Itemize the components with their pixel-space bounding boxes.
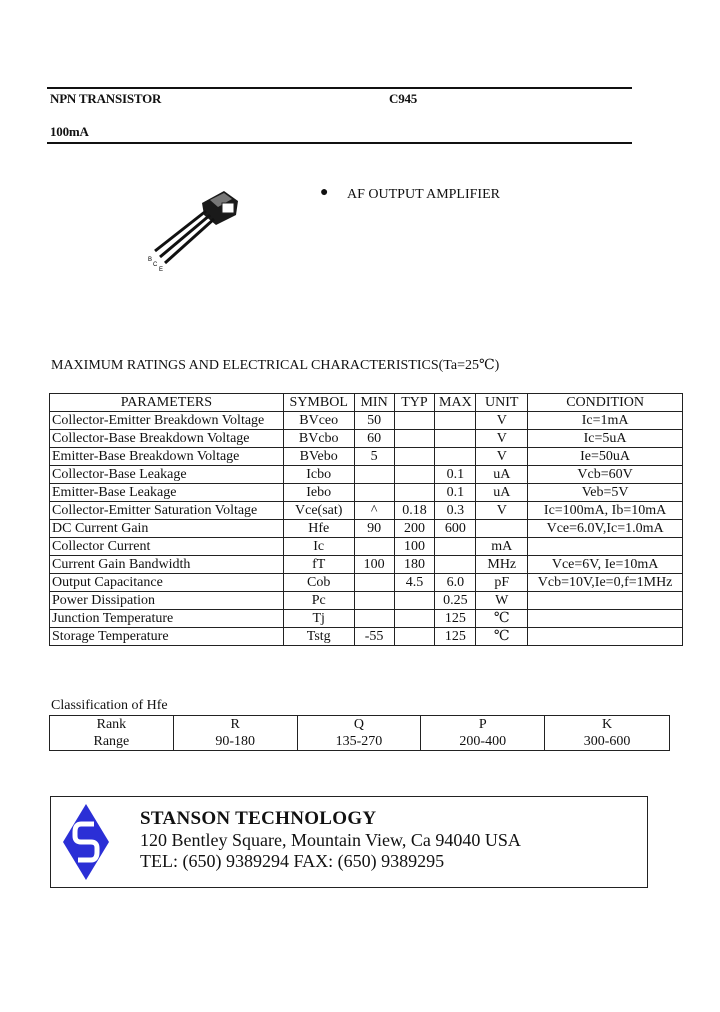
- cell-max: [435, 412, 476, 430]
- cell-parameter: Emitter-Base Leakage: [50, 484, 284, 502]
- cell-max: 0.1: [435, 484, 476, 502]
- cell-max: 125: [435, 628, 476, 646]
- rank-label: Rank: [50, 716, 174, 734]
- cell-unit: ℃: [476, 628, 528, 646]
- cell-max: 6.0: [435, 574, 476, 592]
- ratings-header-row: [50, 394, 683, 412]
- ratings-row: [50, 466, 683, 484]
- cell-max: [435, 448, 476, 466]
- col-header-min: MIN: [354, 394, 394, 412]
- transistor-body: [202, 191, 238, 225]
- cell-parameter: Emitter-Base Breakdown Voltage: [50, 448, 284, 466]
- col-header-typ: TYP: [394, 394, 435, 412]
- ratings-title-open-paren: (: [438, 358, 444, 373]
- cell-max: [435, 556, 476, 574]
- cell-symbol: Ic: [283, 538, 354, 556]
- col-header-unit: UNIT: [476, 394, 528, 412]
- cell-unit: V: [476, 502, 528, 520]
- cell-typ: 100: [394, 538, 435, 556]
- ratings-row: [50, 574, 683, 592]
- cell-parameter: Collector-Base Breakdown Voltage: [50, 430, 284, 448]
- cell-unit: V: [476, 448, 528, 466]
- cell-condition: Veb=5V: [528, 484, 683, 502]
- cell-symbol: Hfe: [283, 520, 354, 538]
- col-header-max: MAX: [435, 394, 476, 412]
- rank-cell: K: [545, 716, 670, 734]
- cell-min: [354, 466, 394, 484]
- cell-symbol: BVcbo: [283, 430, 354, 448]
- cell-typ: 200: [394, 520, 435, 538]
- cell-min: [354, 592, 394, 610]
- ratings-title-text: MAXIMUM RATINGS AND ELECTRICAL CHARACTERISTICS: [51, 358, 439, 373]
- cell-min: 100: [354, 556, 394, 574]
- pin-label-e: E: [159, 267, 164, 273]
- cell-unit: V: [476, 430, 528, 448]
- range-label: Range: [50, 733, 174, 751]
- transistor-type: NPN TRANSISTOR: [50, 91, 162, 106]
- cell-parameter: Current Gain Bandwidth: [50, 556, 284, 574]
- cell-symbol: BVebo: [283, 448, 354, 466]
- current-rating: 100mA: [50, 124, 89, 139]
- cell-max: 600: [435, 520, 476, 538]
- range-row: [50, 733, 670, 751]
- cell-condition: Vcb=60V: [528, 466, 683, 484]
- ratings-table: [49, 393, 683, 646]
- ratings-row: [50, 502, 683, 520]
- col-header-parameters: PARAMETERS: [50, 394, 284, 412]
- ratings-row: [50, 556, 683, 574]
- transistor-leads: [155, 211, 214, 263]
- range-cell: 300-600: [545, 733, 670, 751]
- cell-min: 60: [354, 430, 394, 448]
- cell-unit: MHz: [476, 556, 528, 574]
- cell-condition: Ic=5uA: [528, 430, 683, 448]
- cell-symbol: BVceo: [283, 412, 354, 430]
- cell-max: [435, 538, 476, 556]
- cell-min: [354, 484, 394, 502]
- ratings-row: [50, 448, 683, 466]
- cell-symbol: Tj: [283, 610, 354, 628]
- cell-typ: [394, 628, 435, 646]
- cell-parameter: Junction Temperature: [50, 610, 284, 628]
- cell-min: [354, 574, 394, 592]
- part-number: C945: [389, 91, 418, 106]
- col-header-symbol: SYMBOL: [283, 394, 354, 412]
- cell-max: 0.1: [435, 466, 476, 484]
- rank-row: [50, 716, 670, 734]
- rank-cell: P: [421, 716, 545, 734]
- cell-min: 90: [354, 520, 394, 538]
- cell-symbol: fT: [283, 556, 354, 574]
- cell-max: 0.3: [435, 502, 476, 520]
- cell-min: 5: [354, 448, 394, 466]
- cell-parameter: Collector-Emitter Breakdown Voltage: [50, 412, 284, 430]
- header-top-rule: [47, 87, 632, 89]
- cell-unit: [476, 520, 528, 538]
- cell-condition: [528, 610, 683, 628]
- ratings-row: [50, 520, 683, 538]
- cell-min: 50: [354, 412, 394, 430]
- rank-cell: Q: [297, 716, 421, 734]
- cell-parameter: Power Dissipation: [50, 592, 284, 610]
- cell-parameter: Collector-Base Leakage: [50, 466, 284, 484]
- ratings-row: [50, 484, 683, 502]
- cell-parameter: Storage Temperature: [50, 628, 284, 646]
- cell-max: 125: [435, 610, 476, 628]
- cell-symbol: Vce(sat): [283, 502, 354, 520]
- cell-condition: Vce=6V, Ie=10mA: [528, 556, 683, 574]
- cell-condition: [528, 592, 683, 610]
- cell-typ: 180: [394, 556, 435, 574]
- cell-typ: [394, 412, 435, 430]
- ratings-row: [50, 592, 683, 610]
- stanson-logo-icon: [61, 802, 111, 882]
- cell-max: 0.25: [435, 592, 476, 610]
- ratings-row: [50, 628, 683, 646]
- cell-unit: mA: [476, 538, 528, 556]
- cell-symbol: Iebo: [283, 484, 354, 502]
- feature-bullet: ●: [320, 185, 329, 200]
- cell-condition: Ic=100mA, Ib=10mA: [528, 502, 683, 520]
- cell-unit: V: [476, 412, 528, 430]
- range-cell: 90-180: [173, 733, 297, 751]
- cell-condition: Vcb=10V,Ie=0,f=1MHz: [528, 574, 683, 592]
- ratings-title: [51, 357, 499, 374]
- cell-min: [354, 538, 394, 556]
- cell-symbol: Cob: [283, 574, 354, 592]
- rank-cell: R: [173, 716, 297, 734]
- header-bottom-rule: [47, 142, 632, 144]
- cell-parameter: Collector Current: [50, 538, 284, 556]
- feature-text: AF OUTPUT AMPLIFIER: [347, 187, 500, 202]
- cell-condition: Ic=1mA: [528, 412, 683, 430]
- cell-typ: [394, 448, 435, 466]
- cell-unit: uA: [476, 484, 528, 502]
- ratings-row: [50, 538, 683, 556]
- ratings-table-body: [50, 412, 683, 646]
- pin-label-b: B: [148, 257, 153, 263]
- cell-min: -55: [354, 628, 394, 646]
- cell-symbol: Tstg: [283, 628, 354, 646]
- ratings-condition: Ta=25℃: [443, 358, 495, 373]
- cell-max: [435, 430, 476, 448]
- ratings-row: [50, 430, 683, 448]
- company-contact: TEL: (650) 9389294 FAX: (650) 9389295: [140, 851, 445, 871]
- range-cell: 200-400: [421, 733, 545, 751]
- cell-typ: [394, 466, 435, 484]
- cell-parameter: Collector-Emitter Saturation Voltage: [50, 502, 284, 520]
- cell-unit: pF: [476, 574, 528, 592]
- cell-typ: [394, 484, 435, 502]
- cell-typ: 4.5: [394, 574, 435, 592]
- cell-condition: [528, 538, 683, 556]
- cell-symbol: Icbo: [283, 466, 354, 484]
- cell-typ: [394, 610, 435, 628]
- company-name: STANSON TECHNOLOGY: [140, 808, 377, 829]
- cell-min: ^: [354, 502, 394, 520]
- cell-condition: [528, 628, 683, 646]
- cell-condition: Ie=50uA: [528, 448, 683, 466]
- ratings-title-close-paren: ): [494, 358, 500, 373]
- ratings-row: [50, 412, 683, 430]
- cell-min: [354, 610, 394, 628]
- col-header-condition: CONDITION: [528, 394, 683, 412]
- pin-label-c: C: [153, 262, 158, 268]
- cell-parameter: DC Current Gain: [50, 520, 284, 538]
- classification-title: Classification of Hfe: [51, 698, 168, 713]
- cell-unit: uA: [476, 466, 528, 484]
- to92-package-icon: [140, 185, 250, 275]
- cell-unit: ℃: [476, 610, 528, 628]
- company-box: [50, 796, 648, 888]
- cell-unit: W: [476, 592, 528, 610]
- cell-symbol: Pc: [283, 592, 354, 610]
- company-address: 120 Bentley Square, Mountain View, Ca 94040 USA: [140, 830, 521, 850]
- classification-table: [49, 715, 670, 751]
- cell-typ: 0.18: [394, 502, 435, 520]
- ratings-row: [50, 610, 683, 628]
- cell-parameter: Output Capacitance: [50, 574, 284, 592]
- cell-typ: [394, 592, 435, 610]
- range-cell: 135-270: [297, 733, 421, 751]
- cell-condition: Vce=6.0V,Ic=1.0mA: [528, 520, 683, 538]
- cell-typ: [394, 430, 435, 448]
